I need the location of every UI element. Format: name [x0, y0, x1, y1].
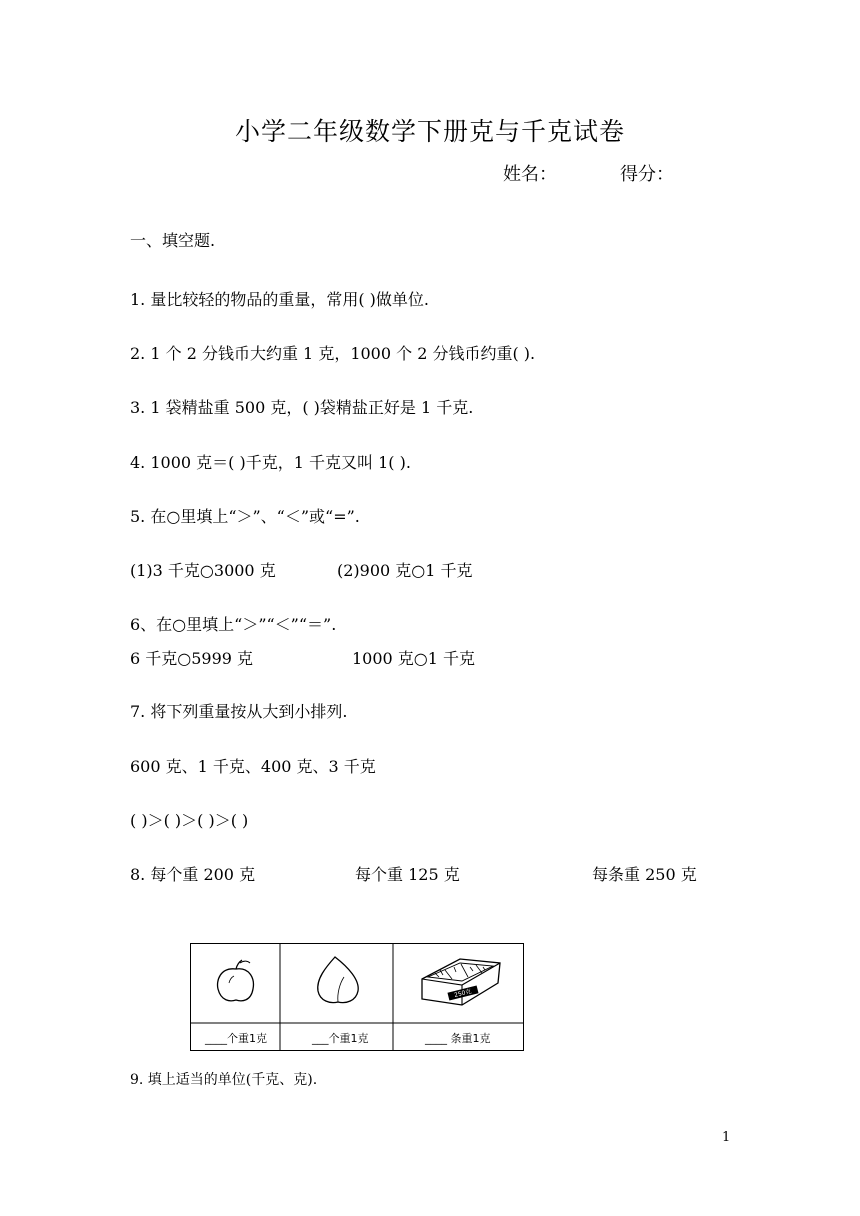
- question-8-box: 每条重 250 克: [592, 865, 697, 884]
- question-6-part-2: 1000 克○1 千克: [352, 649, 476, 668]
- section-heading: 一、填空题.: [130, 231, 216, 250]
- page-title: 小学二年级数学下册克与千克试卷: [234, 117, 625, 146]
- question-8-apple: 8. 每个重 200 克: [130, 865, 256, 884]
- question-7: 7. 将下列重量按从大到小排列.: [130, 702, 348, 721]
- apple-icon: [218, 960, 254, 1001]
- question-8-peach: 每个重 125 克: [355, 865, 460, 884]
- question-7-items: 600 克、1 千克、400 克、3 千克: [130, 757, 376, 776]
- page-number: 1: [722, 1130, 731, 1145]
- question-2: 2. 1 个 2 分钱币大约重 1 克，1000 个 2 分钱币约重( ).: [130, 344, 536, 363]
- question-5-part-2: (2)900 克○1 千克: [337, 561, 473, 580]
- question-1: 1. 量比较轻的物品的重量，常用( )做单位.: [130, 290, 430, 309]
- question-5: 5. 在○里填上“＞”、“＜”或“=”.: [130, 507, 360, 526]
- box-answer-label: ____ 条重1克: [425, 1032, 491, 1045]
- question-9: 9. 填上适当的单位(千克、克).: [130, 1072, 318, 1088]
- peach-answer-label: ___个重1克: [312, 1032, 369, 1045]
- peach-icon: [318, 957, 358, 1003]
- question-6: 6、在○里填上“＞”“＜”“＝”.: [130, 615, 337, 634]
- name-label: 姓名：: [503, 164, 557, 185]
- question-4: 4. 1000 克＝( )千克，1 千克又叫 1( ).: [130, 453, 411, 472]
- score-label: 得分：: [620, 164, 674, 185]
- question-3: 3. 1 袋精盐重 500 克，( )袋精盐正好是 1 千克.: [130, 398, 474, 417]
- question-6-part-1: 6 千克○5999 克: [130, 649, 254, 668]
- question-7-blanks: ( )＞( )＞( )＞( ): [130, 811, 249, 830]
- box-weight-text: 250克: [453, 988, 473, 1000]
- cracker-box-icon: [422, 959, 500, 1005]
- apple-answer-label: ____个重1克: [205, 1032, 267, 1045]
- question-5-part-1: (1)3 千克○3000 克: [130, 561, 276, 580]
